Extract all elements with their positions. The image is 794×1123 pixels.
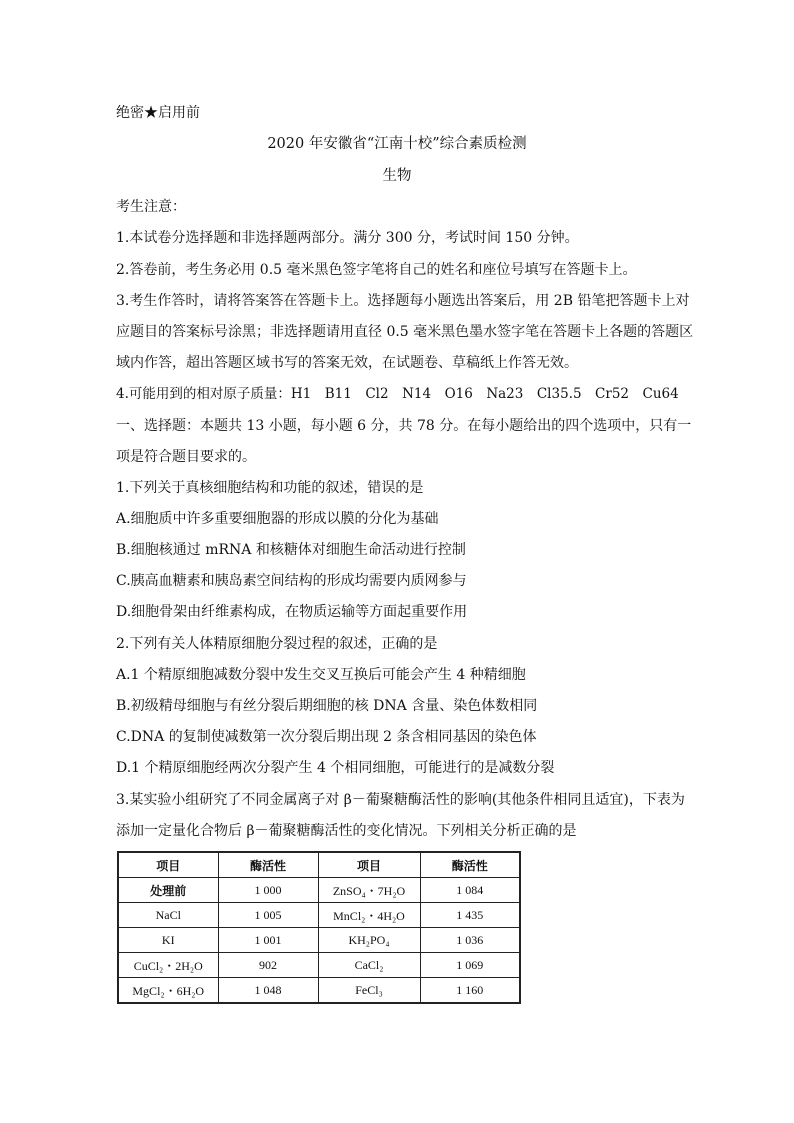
table-cell: FeCl₃ bbox=[318, 978, 420, 1004]
table-row bbox=[118, 903, 520, 928]
notice-item: 3.考生作答时，请将答案答在答题卡上。选择题每小题选出答案后，用 2B 铅笔把答题卡上对 bbox=[116, 293, 690, 309]
exam-title: 2020 年安徽省“江南十校”综合素质检测 bbox=[267, 136, 527, 152]
notice-item: 2.答卷前，考生务必用 0.5 毫米黑色签字笔将自己的姓名和座位号填写在答题卡上。 bbox=[116, 262, 637, 278]
table-cell: 1 160 bbox=[420, 978, 520, 1004]
table-row bbox=[118, 928, 520, 953]
table-cell: 1 069 bbox=[420, 953, 520, 978]
table-row bbox=[118, 878, 520, 903]
column-header: 酶活性 bbox=[218, 852, 318, 878]
column-header: 酶活性 bbox=[420, 852, 520, 878]
question-3-stem-cont: 添加一定量化合物后 β－葡聚糖酶活性的变化情况。下列相关分析正确的是 bbox=[116, 823, 577, 839]
question-2-option-d: D.1 个精原细胞经两次分裂产生 4 个相同细胞，可能进行的是减数分裂 bbox=[116, 760, 555, 776]
table-cell: 1 084 bbox=[420, 878, 520, 903]
confidential-label: 绝密★启用前 bbox=[116, 105, 200, 121]
table-cell: MnCl₂・4H₂O bbox=[318, 903, 420, 928]
table-cell: KH₂PO₄ bbox=[318, 928, 420, 953]
notice-item: 4.可能用到的相对原子质量：H1 B11 Cl2 N14 O16 Na23 Cl35.5 Cr52 Cu64 bbox=[116, 386, 679, 402]
table-cell: 1 435 bbox=[420, 903, 520, 928]
column-header: 项目 bbox=[318, 852, 420, 878]
table-row bbox=[118, 978, 520, 1004]
section-heading-cont: 项是符合题目要求的。 bbox=[116, 449, 256, 465]
column-header: 项目 bbox=[118, 852, 218, 878]
table-row bbox=[118, 953, 520, 978]
question-1-option-a: A.细胞质中许多重要细胞器的形成以膜的分化为基础 bbox=[116, 511, 439, 527]
section-heading: 一、选择题：本题共 13 小题，每小题 6 分，共 78 分。在每小题给出的四个选项中，只有一 bbox=[116, 418, 692, 434]
table-cell: 处理前 bbox=[118, 878, 218, 903]
table-cell: NaCl bbox=[118, 903, 218, 928]
notice-heading: 考生注意： bbox=[116, 199, 186, 215]
table-cell: 1 005 bbox=[218, 903, 318, 928]
question-1-option-c: C.胰高血糖素和胰岛素空间结构的形成均需要内质网参与 bbox=[116, 573, 467, 589]
notice-item: 应题目的答案标号涂黑；非选择题请用直径 0.5 毫米黑色墨水签字笔在答题卡上各题的答题区 bbox=[116, 324, 694, 340]
table-cell: 1 000 bbox=[218, 878, 318, 903]
notice-item: 域内作答，超出答题区域书写的答案无效，在试题卷、草稿纸上作答无效。 bbox=[116, 355, 578, 371]
question-2-option-b: B.初级精母细胞与有丝分裂后期细胞的核 DNA 含量、染色体数相同 bbox=[116, 698, 538, 714]
table-cell: MgCl₂・6H₂O bbox=[118, 978, 218, 1004]
table-cell: CaCl₂ bbox=[318, 953, 420, 978]
notice-item: 1.本试卷分选择题和非选择题两部分。满分 300 分，考试时间 150 分钟。 bbox=[116, 230, 579, 246]
table-cell: 1 036 bbox=[420, 928, 520, 953]
subject-title: 生物 bbox=[382, 168, 412, 184]
table-header-row bbox=[118, 852, 520, 878]
question-2-option-a: A.1 个精原细胞减数分裂中发生交叉互换后可能会产生 4 种精细胞 bbox=[116, 667, 526, 683]
table-cell: KI bbox=[118, 928, 218, 953]
question-1-option-d: D.细胞骨架由纤维素构成，在物质运输等方面起重要作用 bbox=[116, 604, 468, 620]
question-1-option-b: B.细胞核通过 mRNA 和核糖体对细胞生命活动进行控制 bbox=[116, 542, 466, 558]
question-1-stem: 1.下列关于真核细胞结构和功能的叙述，错误的是 bbox=[116, 480, 424, 496]
table-cell: 902 bbox=[218, 953, 318, 978]
table-cell: 1 048 bbox=[218, 978, 318, 1004]
question-3-stem: 3.某实验小组研究了不同金属离子对 β－葡聚糖酶活性的影响(其他条件相同且适宜)，下表为 bbox=[116, 792, 685, 808]
question-2-stem: 2.下列有关人体精原细胞分裂过程的叙述，正确的是 bbox=[116, 636, 438, 652]
table-cell: 1 001 bbox=[218, 928, 318, 953]
question-2-option-c: C.DNA 的复制使减数第一次分裂后期出现 2 条含相同基因的染色体 bbox=[116, 729, 537, 745]
enzyme-activity-table bbox=[117, 851, 521, 1004]
table-cell: ZnSO₄・7H₂O bbox=[318, 878, 420, 903]
table-cell: CuCl₂・2H₂O bbox=[118, 953, 218, 978]
